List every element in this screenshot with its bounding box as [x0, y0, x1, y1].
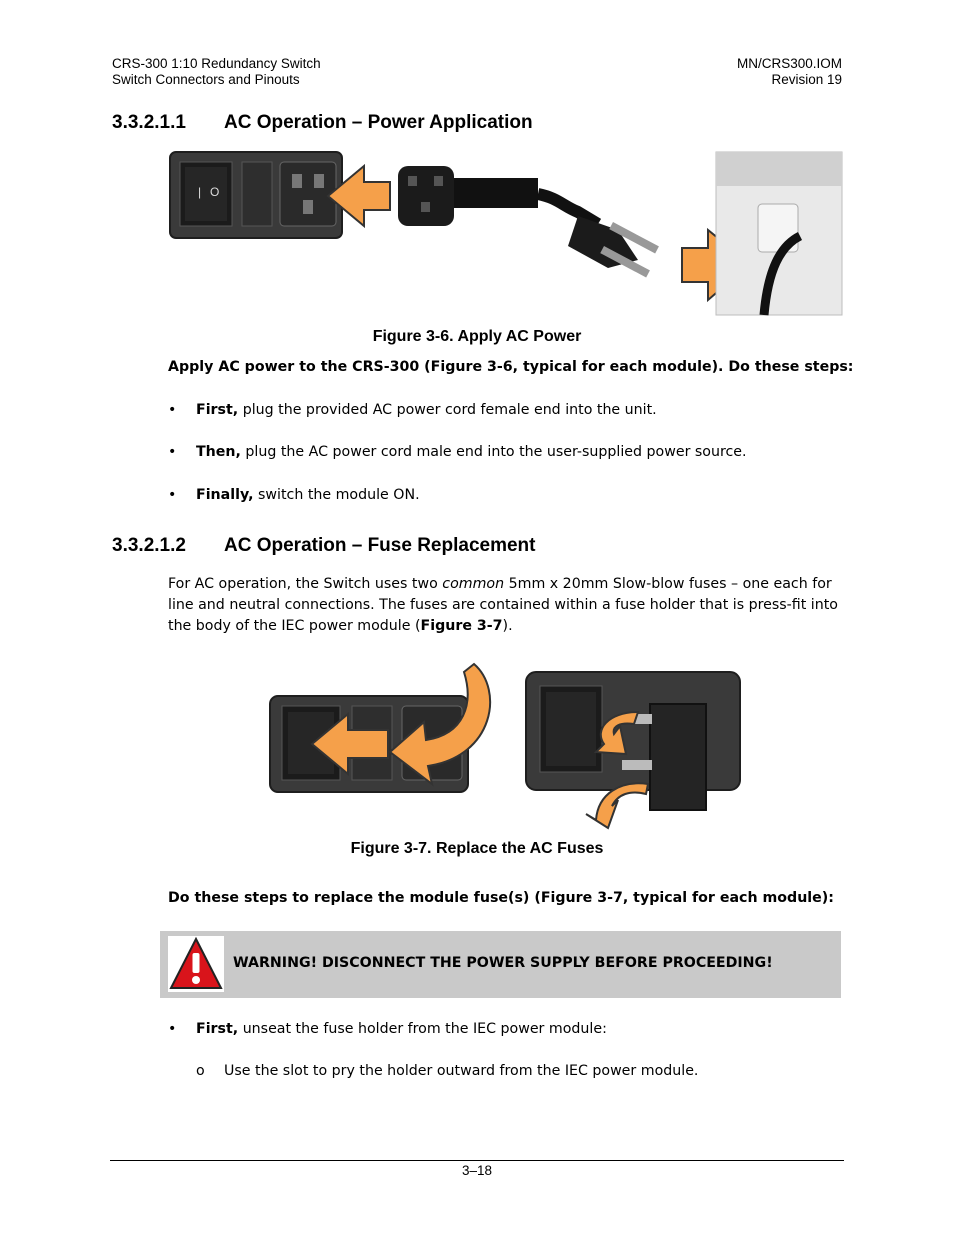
iec-power-module-image: [170, 152, 342, 238]
figure-reference: Figure 3-7: [420, 618, 503, 634]
para-emphasis: common: [442, 576, 505, 592]
bullet-icon: •: [168, 444, 177, 460]
step-text: plug the AC power cord male end into the user-supplied power source.: [245, 444, 747, 460]
page-number: 3–18: [461, 1163, 493, 1178]
warning-text: WARNING! DISCONNECT THE POWER SUPPLY BEFORE PROCEEDING!: [233, 955, 773, 971]
section2-intro: Do these steps to replace the module fuse(s) (Figure 3-7, typical for each module):: [168, 890, 834, 906]
warning-icon-frame: [168, 936, 224, 992]
power-cord-male-plug-image: [568, 216, 659, 277]
bullet-icon: •: [168, 487, 177, 503]
running-header-right: [737, 56, 842, 88]
sub-list-item: [196, 1061, 699, 1082]
warning-triangle-icon: [168, 936, 224, 992]
step-lead: Then,: [196, 444, 241, 460]
header-revision: Revision 19: [771, 72, 842, 87]
step-lead: First,: [196, 402, 239, 418]
sub-step-text: Use the slot to pry the holder outward from the IEC power module.: [224, 1063, 699, 1079]
para-line: line and neutral connections. The fuses are contained within a fuse holder that is press-fit into: [168, 597, 838, 613]
figure-apply-ac-power: [168, 150, 844, 320]
running-header-left: [112, 56, 321, 88]
para-text: 5mm x 20mm Slow-blow fuses – one each for: [508, 576, 832, 592]
figure-replace-ac-fuses: [268, 660, 748, 830]
switch-on-label: |: [198, 185, 202, 199]
section-number: 3.3.2.1.2: [112, 535, 186, 556]
para-text: For AC operation, the Switch uses two: [168, 576, 438, 592]
section-heading-power-application: [112, 112, 533, 134]
bullet-icon: •: [168, 1021, 177, 1037]
figure-caption-3-7: Figure 3-7. Replace the AC Fuses: [350, 840, 604, 857]
sub-bullet-icon: o: [196, 1063, 205, 1079]
figure-caption-3-6: Figure 3-6. Apply AC Power: [372, 328, 582, 345]
power-cord-image: [538, 194, 598, 224]
section1-intro: Apply AC power to the CRS-300 (Figure 3-6, typical for each module). Do these steps:: [168, 359, 854, 375]
fuse-paragraph: [168, 574, 844, 637]
wall-outlet-image: [716, 152, 842, 315]
header-section-title: Switch Connectors and Pinouts: [112, 72, 300, 87]
para-text: the body of the IEC power module (: [168, 618, 421, 634]
section-title: AC Operation – Fuse Replacement: [224, 535, 536, 556]
switch-off-label: O: [210, 185, 220, 199]
para-text: ).: [502, 618, 513, 634]
section-number: 3.3.2.1.1: [112, 112, 186, 133]
power-cord-female-plug-image: [398, 166, 538, 226]
header-doc-title: CRS-300 1:10 Redundancy Switch: [112, 56, 321, 71]
header-doc-id: MN/CRS300.IOM: [736, 56, 842, 71]
step-lead: Finally,: [196, 487, 254, 503]
bullet-icon: •: [168, 402, 177, 418]
section-title: AC Operation – Power Application: [224, 112, 533, 133]
step-text: unseat the fuse holder from the IEC power module:: [242, 1021, 607, 1037]
section-heading-fuse-replacement: [112, 535, 535, 557]
step-text: plug the provided AC power cord female end into the unit.: [242, 402, 657, 418]
footer-rule: [110, 1160, 844, 1161]
step-lead: First,: [196, 1021, 239, 1037]
step-text: switch the module ON.: [258, 487, 420, 503]
warning-box: [160, 931, 841, 998]
